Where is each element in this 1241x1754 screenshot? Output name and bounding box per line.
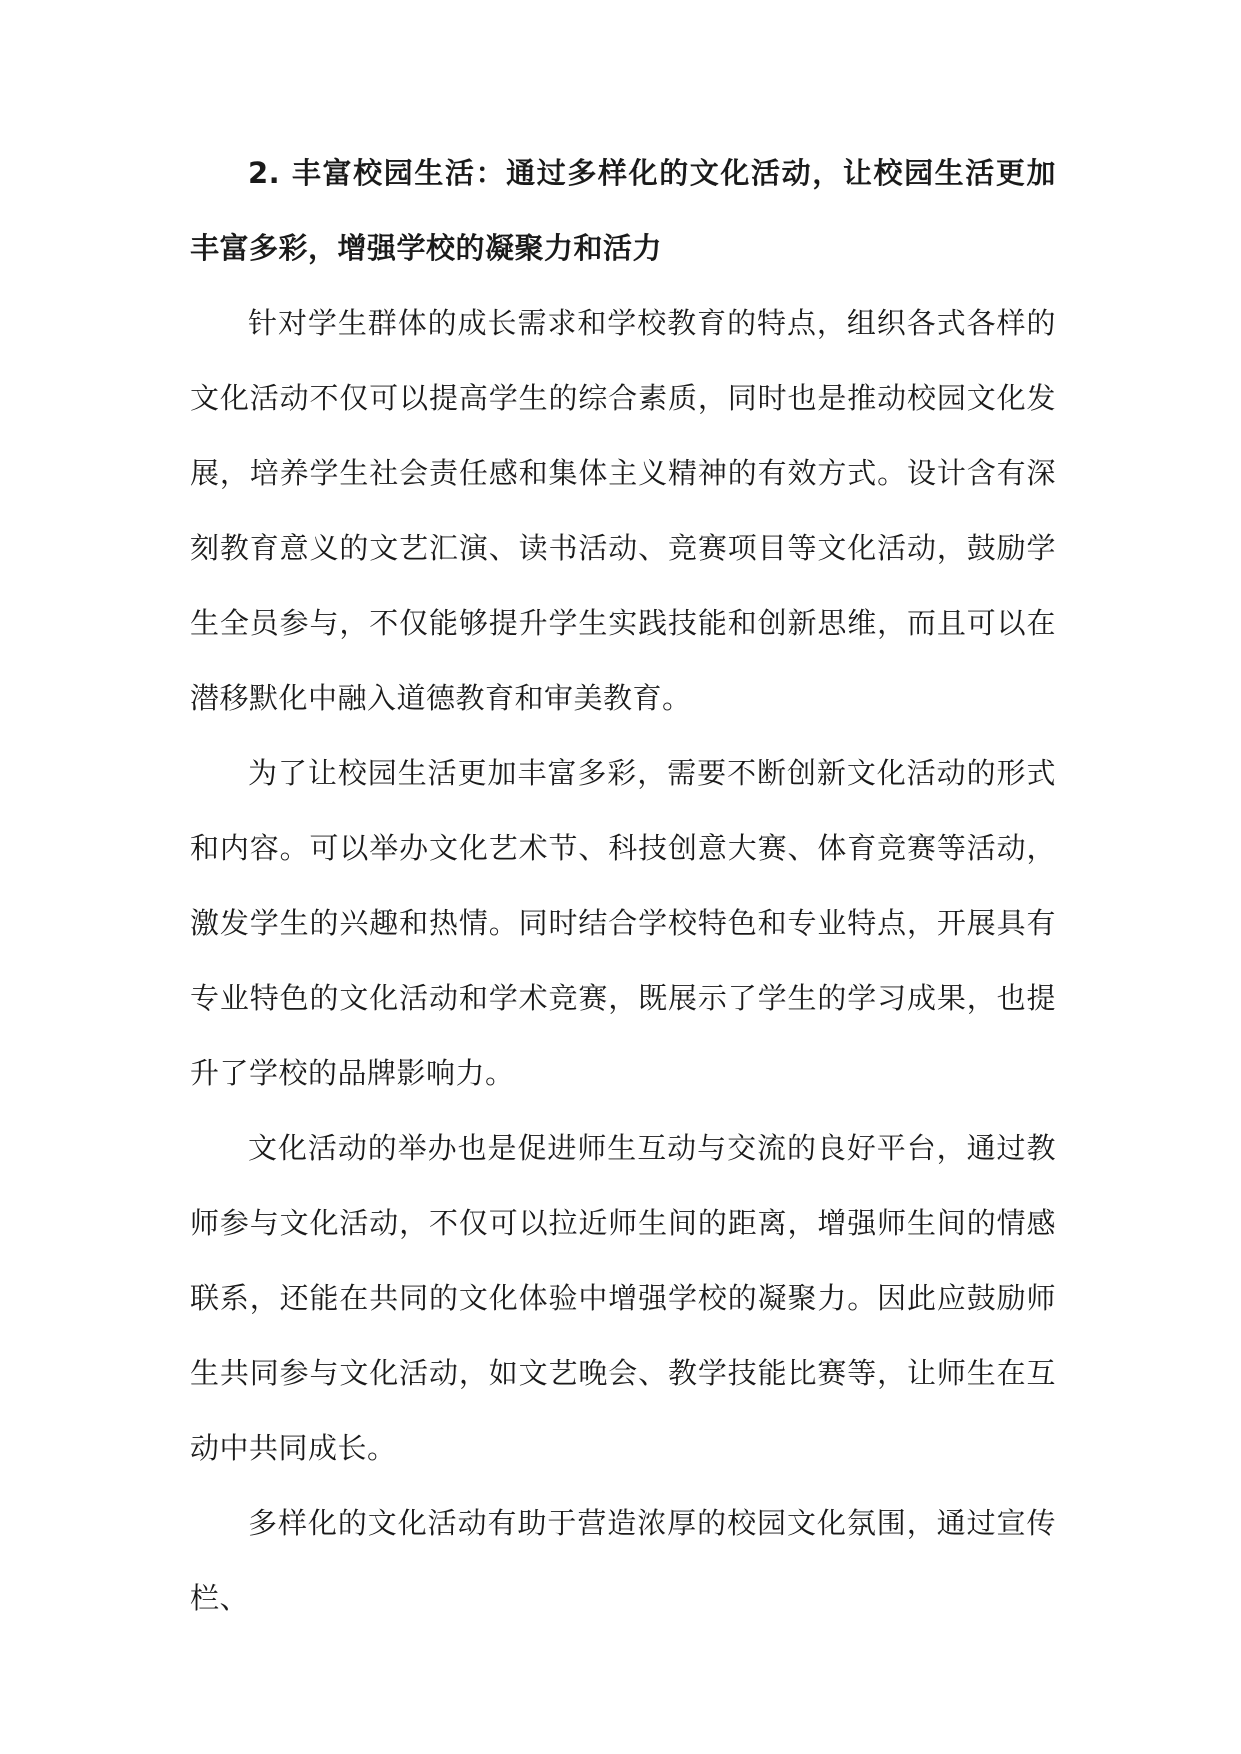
document-body	[190, 136, 1056, 1636]
paragraph-4: 多样化的文化活动有助于营造浓厚的校园文化氛围，通过宣传栏、	[190, 1506, 1056, 1615]
paragraph-3: 文化活动的举办也是促进师生互动与交流的良好平台，通过教师参与文化活动，不仅可以拉近师生间的距离，增强师生间的情感联系，还能在共同的文化体验中增强学校的凝聚力。因此应鼓励师生共同参与文化活动，如文艺晚会、教学技能比赛等，让师生在互动中共同成长。	[190, 1131, 1056, 1465]
section-heading: 2. 丰富校园生活：通过多样化的文化活动，让校园生活更加丰富多彩，增强学校的凝聚力和活力	[190, 156, 1056, 265]
paragraph-2: 为了让校园生活更加丰富多彩，需要不断创新文化活动的形式和内容。可以举办文化艺术节、科技创意大赛、体育竞赛等活动，激发学生的兴趣和热情。同时结合学校特色和专业特点，开展具有专业特色的文化活动和学术竞赛，既展示了学生的学习成果，也提升了学校的品牌影响力。	[190, 756, 1056, 1090]
paragraph-1: 针对学生群体的成长需求和学校教育的特点，组织各式各样的文化活动不仅可以提高学生的综合素质，同时也是推动校园文化发展，培养学生社会责任感和集体主义精神的有效方式。设计含有深刻教育意义的文艺汇演、读书活动、竞赛项目等文化活动，鼓励学生全员参与，不仅能够提升学生实践技能和创新思维，而且可以在潜移默化中融入道德教育和审美教育。	[190, 306, 1056, 715]
